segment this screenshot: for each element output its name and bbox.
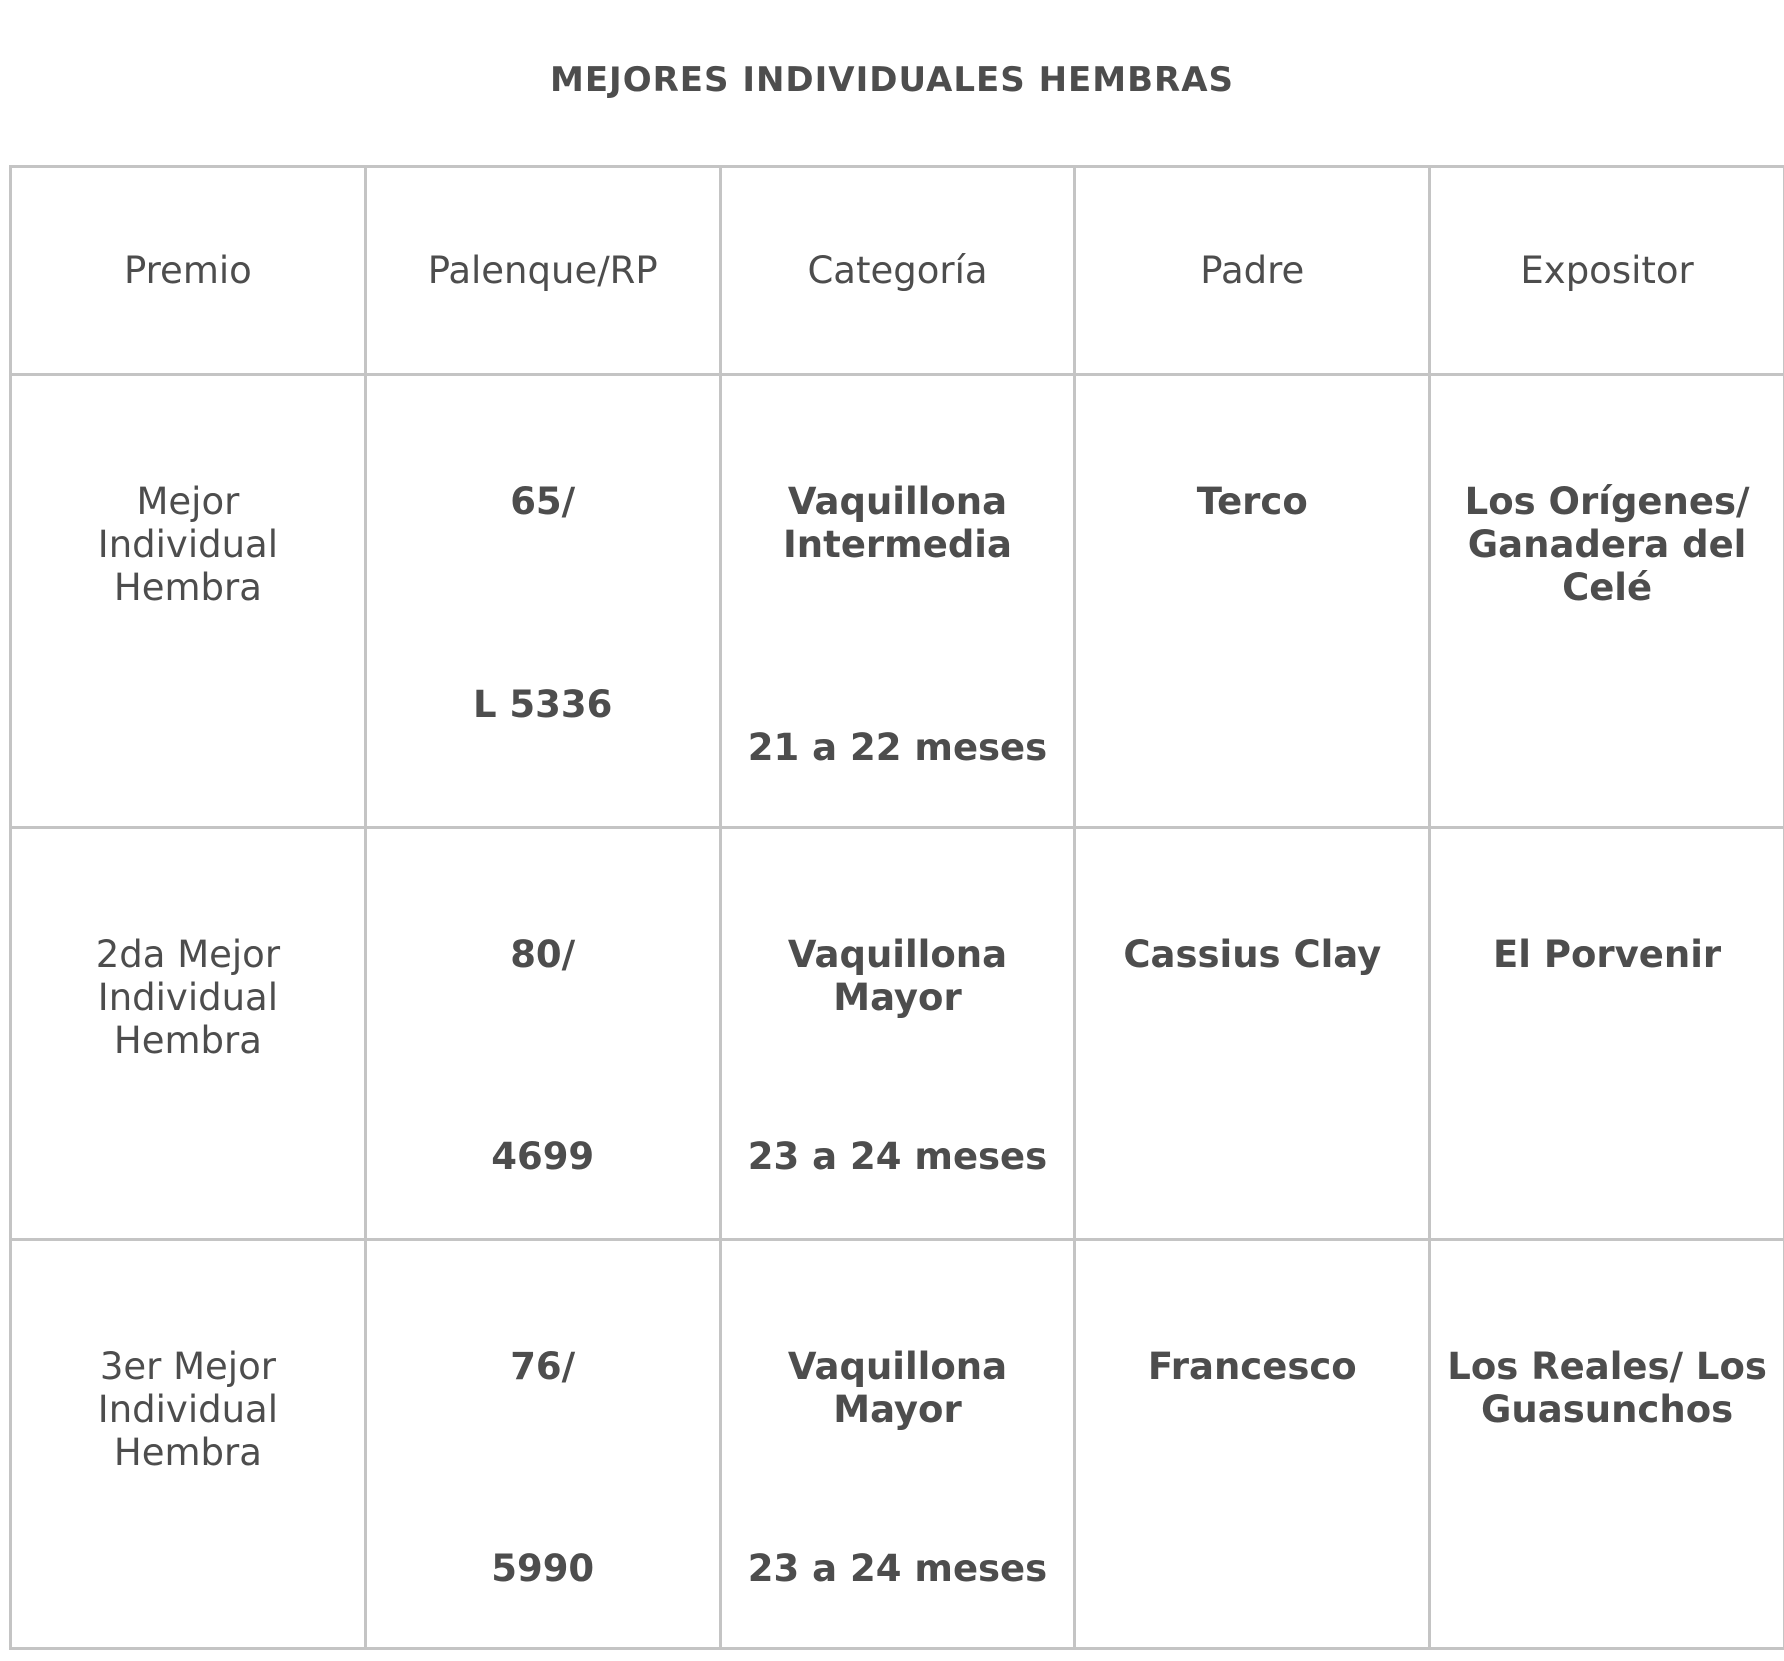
padre-text: Francesco: [1147, 1345, 1357, 1388]
cell-palenque-rp: [365, 375, 720, 828]
awards-table: [9, 165, 1784, 1650]
cell-categoria: [720, 375, 1075, 828]
premio-text: Mejor Individual Hembra: [97, 480, 278, 609]
cell-padre: [1075, 828, 1430, 1240]
cell-padre: [1075, 1240, 1430, 1649]
cell-expositor: [1430, 1240, 1784, 1649]
edad-text: 23 a 24 meses: [747, 1135, 1048, 1178]
premio-text: 2da Mejor Individual Hembra: [95, 933, 281, 1062]
header-padre: Padre: [1075, 167, 1430, 375]
expositor-text: Los Reales/ Los Guasunchos: [1447, 1345, 1767, 1431]
expositor-text: El Porvenir: [1493, 933, 1722, 976]
cell-palenque-rp: [365, 1240, 720, 1649]
cell-padre: [1075, 375, 1430, 828]
padre-text: Cassius Clay: [1123, 933, 1382, 976]
palenque-number: 65/: [510, 480, 576, 523]
cell-premio: [11, 828, 366, 1240]
header-expositor: Expositor: [1430, 167, 1784, 375]
categoria-text: Vaquillona Intermedia: [783, 480, 1012, 566]
categoria-text: Vaquillona Mayor: [787, 933, 1008, 1019]
cell-expositor: [1430, 375, 1784, 828]
categoria-text: Vaquillona Mayor: [787, 1345, 1008, 1431]
premio-text: 3er Mejor Individual Hembra: [97, 1345, 278, 1474]
page-title: MEJORES INDIVIDUALES HEMBRAS: [549, 60, 1234, 100]
rp-number: 5990: [491, 1547, 595, 1590]
cell-palenque-rp: [365, 828, 720, 1240]
edad-text: 23 a 24 meses: [747, 1547, 1048, 1590]
palenque-number: 80/: [510, 933, 576, 976]
cell-categoria: [720, 828, 1075, 1240]
rp-number: L 5336: [472, 683, 613, 726]
palenque-number: 76/: [510, 1345, 576, 1388]
cell-expositor: [1430, 828, 1784, 1240]
padre-text: Terco: [1196, 480, 1308, 523]
cell-categoria: [720, 1240, 1075, 1649]
header-categoria: Categoría: [720, 167, 1075, 375]
header-premio: Premio: [11, 167, 366, 375]
edad-text: 21 a 22 meses: [747, 726, 1048, 769]
cell-premio: [11, 1240, 366, 1649]
expositor-text: Los Orígenes/ Ganadera del Celé: [1464, 480, 1750, 609]
table-row: [11, 375, 1784, 828]
cell-premio: [11, 375, 366, 828]
rp-number: 4699: [491, 1135, 595, 1178]
table-row: [11, 1240, 1784, 1649]
header-palenque-rp: Palenque/RP: [365, 167, 720, 375]
table-row: [11, 828, 1784, 1240]
table-header-row: [11, 167, 1784, 375]
